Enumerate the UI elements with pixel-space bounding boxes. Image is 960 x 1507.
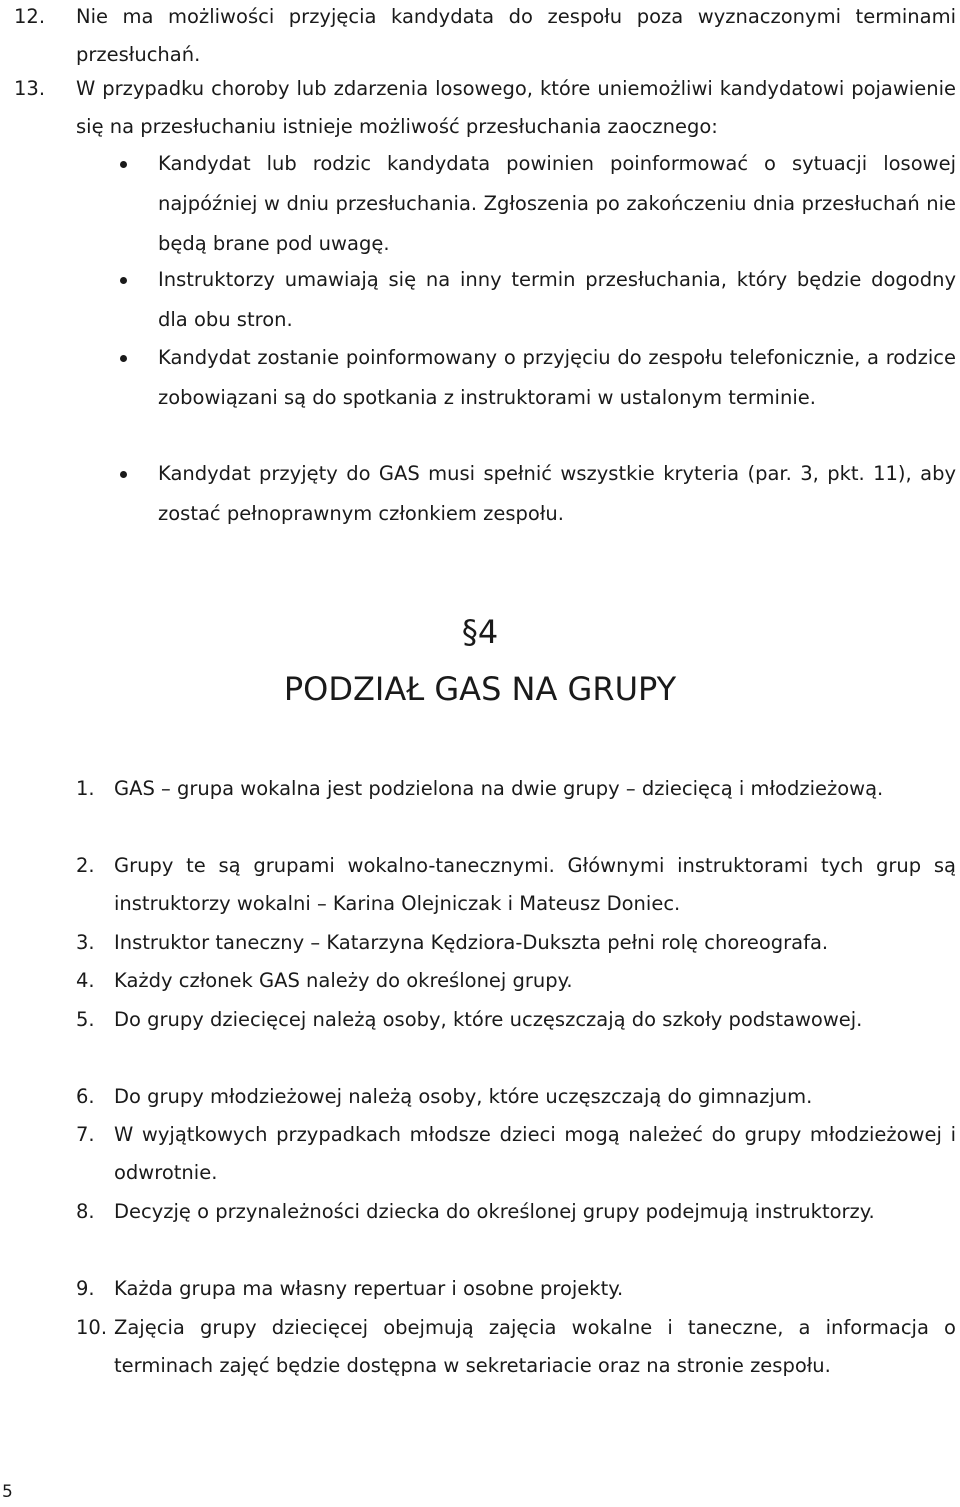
list-item-text: Do grupy młodzieżowej należą osoby, które uczęszczają do gimnazjum. (114, 1085, 813, 1108)
list-item-text: Każda grupa ma własny repertuar i osobne projekty. (114, 1277, 624, 1300)
bullet-text: Kandydat zostanie poinformowany o przyjęciu do zespołu telefonicznie, a rodzice zobowiązani są do spotkania z instruktorami w ustalonym terminie. (158, 346, 956, 409)
list-item-number: 6. (76, 1085, 95, 1108)
list-item-number: 4. (76, 969, 95, 992)
list-item (0, 1078, 956, 1116)
bullet-text: Kandydat przyjęty do GAS musi spełnić wszystkie kryteria (par. 3, pkt. 11), aby zostać pełnoprawnym członkiem zespołu. (158, 462, 956, 525)
bullet-item (158, 454, 956, 534)
list-item-number: 2. (76, 854, 95, 877)
list-item-number: 9. (76, 1277, 95, 1300)
list-item-text: W przypadku choroby lub zdarzenia losowego, które uniemożliwi kandydatowi pojawienie się na przesłuchaniu istnieje możliwość przesłuchania zaocznego: (76, 77, 956, 138)
list-item-text: Nie ma możliwości przyjęcia kandydata do zespołu poza wyznaczonymi terminami przesłuchań. (76, 5, 956, 66)
bullet-icon (120, 355, 127, 362)
bullet-item (158, 144, 956, 264)
list-item-text: GAS – grupa wokalna jest podzielona na dwie grupy – dziecięcą i młodzieżową. (114, 777, 884, 800)
bullet-item (158, 260, 956, 340)
list-item-number: 12. (14, 5, 46, 28)
list-item-12 (0, 0, 956, 74)
list-item (0, 924, 956, 962)
page-number: 5 (2, 1482, 13, 1502)
list-item-text: Decyzję o przynależności dziecka do określonej grupy podejmują instruktorzy. (114, 1200, 875, 1223)
bullet-icon (120, 277, 127, 284)
bullet-text: Instruktorzy umawiają się na inny termin przesłuchania, który będzie dogodny dla obu stron. (158, 268, 956, 331)
list-item (0, 770, 956, 808)
list-item (0, 1270, 956, 1308)
bullet-item (158, 338, 956, 418)
list-item (0, 1001, 956, 1039)
list-item-number: 3. (76, 931, 95, 954)
list-item-text: Zajęcia grupy dziecięcej obejmują zajęcia wokalne i taneczne, a informacja o terminach zajęć będzie dostępna w sekretariacie oraz na stronie zespołu. (114, 1316, 956, 1377)
bullet-text: Kandydat lub rodzic kandydata powinien poinformować o sytuacji losowej najpóźniej w dniu przesłuchania. Zgłoszenia po zakończeniu dnia przesłuchań nie będą brane pod uwagę. (158, 152, 956, 255)
list-item (0, 1116, 956, 1192)
list-item (0, 847, 956, 923)
bullet-icon (120, 161, 127, 168)
list-item-text: Instruktor taneczny – Katarzyna Kędziora-Dukszta pełni rolę choreografa. (114, 931, 829, 954)
list-item-number: 10. (76, 1316, 108, 1339)
list-item-text: W wyjątkowych przypadkach młodsze dzieci mogą należeć do grupy młodzieżowej i odwrotnie. (114, 1123, 956, 1184)
list-item (0, 962, 956, 1000)
list-item (0, 1193, 956, 1231)
list-item-number: 1. (76, 777, 95, 800)
list-item-text: Grupy te są grupami wokalno-tanecznymi. Głównymi instruktorami tych grup są instruktorzy wokalni – Karina Olejniczak i Mateusz Doniec. (114, 854, 956, 915)
list-item-number: 13. (14, 77, 46, 100)
list-item-text: Do grupy dziecięcej należą osoby, które uczęszczają do szkoły podstawowej. (114, 1008, 863, 1031)
list-item (0, 1309, 956, 1385)
list-item-number: 5. (76, 1008, 95, 1031)
list-item-number: 8. (76, 1200, 95, 1223)
section-mark: §4 (461, 613, 499, 651)
list-item-text: Każdy członek GAS należy do określonej grupy. (114, 969, 573, 992)
list-item-13 (0, 70, 956, 146)
bullet-icon (120, 471, 127, 478)
list-item-number: 7. (76, 1123, 95, 1146)
section-title: PODZIAŁ GAS NA GRUPY (283, 670, 677, 708)
